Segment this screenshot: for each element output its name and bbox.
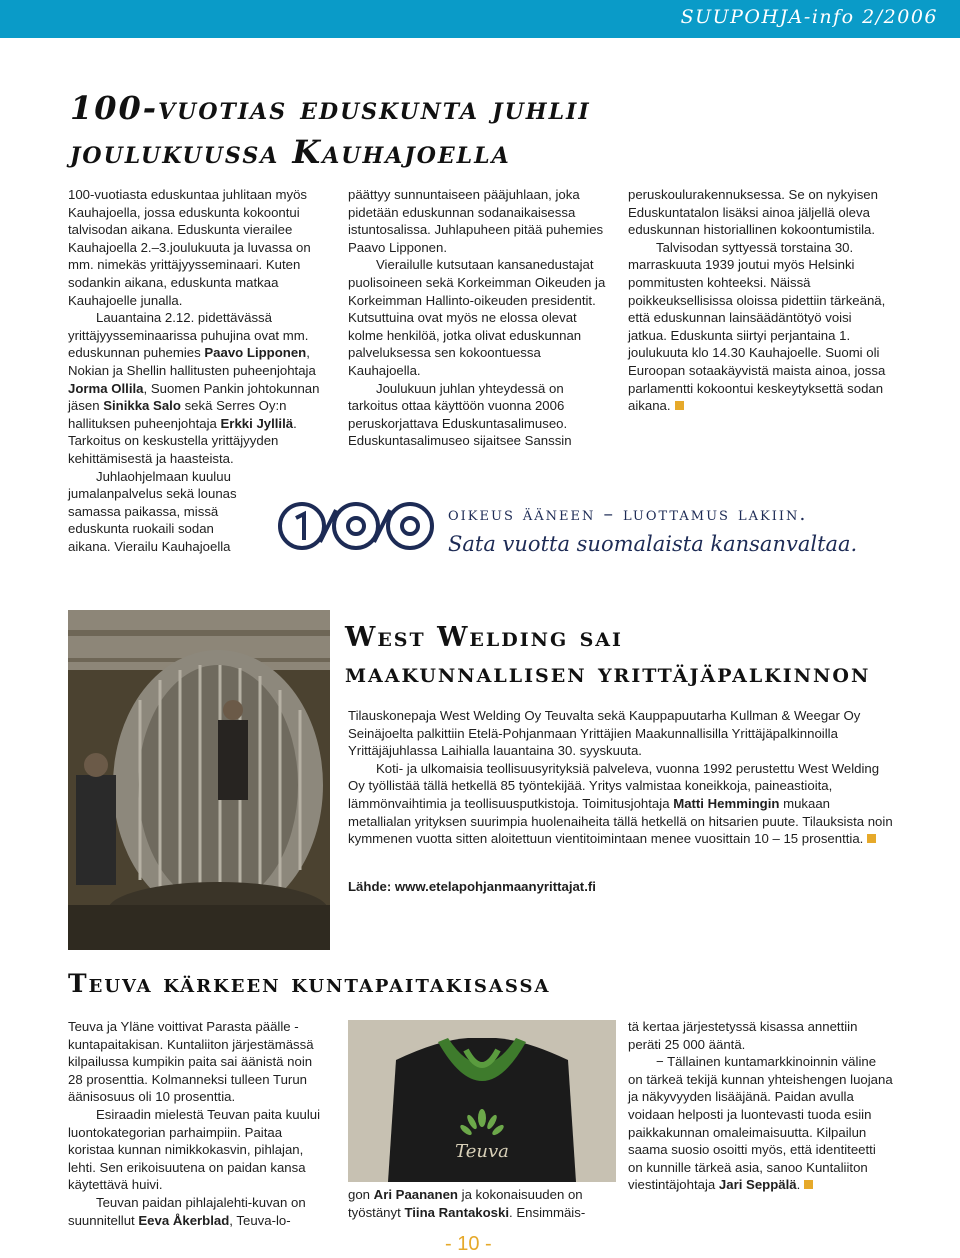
article3-col1 <box>68 1018 330 1229</box>
article1-para: peruskoulurakennuksessa. Se on nykyisen Eduskuntatalon lisäksi ainoa jäljellä oleva eduskunnan historiallinen kokoontumistila. <box>628 187 878 238</box>
article1-para: Lauantaina 2.12. pidettävässä yrittäjyysseminaarissa puhujina ovat mm. eduskunnan puhemies Paavo Lipponen, Nokian ja Shellin hallitusten puheenjohtaja Jorma Ollila, Suomen Pankin johtokunnan jäsen Sinikka Salo sekä Serres Oy:n hallituksen puheenjohtaja Erkki Jyllilä. Tarkoitus on keskustella yrittäjyyden kehittämisestä ja haasteista. <box>68 310 320 466</box>
centenary-logo-icon <box>276 500 436 552</box>
article1-col3 <box>628 186 890 415</box>
article1-title <box>70 86 591 174</box>
end-bullet-icon <box>867 834 876 843</box>
article3-para: Teuva ja Yläne voittivat Parasta päälle -kuntapaitakisan. Kuntaliiton järjestämässä kilpailussa kumpikin paita sai äänistä noin 28 prosenttia. Kolmanneksi tulleen Turun äänisosuus oli 10 prosenttia. <box>68 1019 314 1105</box>
article2-title-line2: maakunnallisen yrittäjäpalkinnon <box>345 658 871 689</box>
article2-body <box>348 707 893 848</box>
article3-col3 <box>628 1018 893 1194</box>
teuva-shirt-photo <box>348 1020 616 1182</box>
article3-para: gon Ari Paananen ja kokonaisuuden on työstänyt Tiina Rantakoski. Ensimmäis- <box>348 1187 586 1220</box>
article3-para: Teuvan paidan pihlajalehti-kuvan on suunnitellut Eeva Åkerblad, Teuva-lo- <box>68 1194 306 1228</box>
slogan-line1: oikeus ääneen – luottamus lakiin. <box>448 503 808 525</box>
article2-title <box>345 620 870 692</box>
welding-photo <box>68 610 330 950</box>
article1-para: päättyy sunnuntaiseen pääjuhlaan, joka pidetään eduskunnan sodanaikaisessa istuntosalissa. Juhlapuheen pitää puhemies Paavo Lipponen. <box>348 187 604 255</box>
article2-para: Koti- ja ulkomaisia teollisuusyrityksiä palveleva, vuonna 1992 perustettu West Welding Oy työllistää tällä hetkellä 85 työntekijää. Yritys valmistaa koneikkoja, paineastioita, lämmönvaihtimia ja teollisuusputkistoja. Toimitusjohtaja Matti Hemmingin mukaan metallialan yrityksen suurimpia huolenaiheita tällä hetkellä on hitsarien puute. Tilauksista noin kymmenen vuotta sitten aloitettuun vientitoimintaan menee vuosittain 10 – 15 prosenttia. <box>348 760 893 847</box>
article2-title-line1: West Welding sai <box>345 622 623 653</box>
article3-col2 <box>348 1186 616 1221</box>
article1-para: 100-vuotiasta eduskuntaa juhlitaan myös Kauhajoella, jossa eduskunta kokoontui talvisodan aikana. Eduskunta vierailee Kauhajoella 2.–3.joulukuuta ja luvassa on mm. nimekäs yrittäjyysseminaari. Kuten sodankin aikana, eduskunta matkaa Kauhajoelle junalla. <box>68 187 311 308</box>
end-bullet-icon <box>804 1180 813 1189</box>
magazine-header: SUUPOHJA-info 2/2006 <box>680 6 938 28</box>
shirt-text: Teuva <box>455 1141 509 1162</box>
article3-para: − Tällainen kuntamarkkinoinnin väline on tärkeä tekijä kunnan yhteishengen luojana ja näkyvyyden lisääjänä. Paidan avulla voidaan helposti ja luontevasti tuoda esiin paikkakunnan omaleimaisuutta. Kilpailun saama suosio osoitti myös, että identiteetti on kunnille tärkeä asia, sanoo Kuntaliiton viestintäjohtaja Jari Seppälä. <box>628 1054 893 1193</box>
article3-para: Esiraadin mielestä Teuvan paita kuului luontokategorian parhaimpiin. Paitaa koristaa kunnan nimikkokasvin, pihlajan, lehti. Sen erikoisuutena on paidan kansa käytettävä huivi. <box>68 1106 321 1193</box>
slogan-line2: Sata vuotta suomalaista kansanvaltaa. <box>448 532 858 556</box>
article1-para: Juhlaohjelmaan kuuluu jumalanpalvelus sekä lounas samassa paikassa, missä eduskunta ruokaili sodan aikana. Vierailu Kauhajoella <box>68 468 237 554</box>
article3-title: Teuva kärkeen kuntapaitakisassa <box>68 969 551 998</box>
end-bullet-icon <box>675 401 684 410</box>
article2-source: Lähde: www.etelapohjanmaanyrittajat.fi <box>348 879 596 894</box>
article1-para: Vierailulle kutsutaan kansanedustajat puolisoineen sekä Korkeimman Oikeuden ja Korkeimman Hallinto-oikeuden presidentit. Kutsuttuina ovat myös ne elossa olevat kolme henkilöä, jotka olivat eduskunnan palveluksessa sen kokoontuessa Kauhajoella. <box>348 257 606 378</box>
article2-para: Tilauskonepaja West Welding Oy Teuvalta sekä Kauppapuutarha Kullman & Weegar Oy Seinäjoelta palkittiin Etelä-Pohjanmaan Yrittäjien Maakunnallisilla Yrittäjäpalkinnoilla Yrittäjäjuhlassa Laihialla lauantaina 30. syyskuuta. <box>348 708 861 759</box>
article1-title-line1: 100-vuotias eduskunta juhlii <box>70 89 591 127</box>
article1-para: Joulukuun juhlan yhteydessä on tarkoitus ottaa käyttöön vuonna 2006 peruskorjattava Eduskuntasalimuseo. Eduskuntasalimuseo sijaitsee Sanssin <box>348 380 572 449</box>
page-number: - 10 - <box>445 1233 492 1255</box>
article1-para: Talvisodan syttyessä torstaina 30. marraskuuta 1939 joutui myös Helsinki pommitusten kohteeksi. Näissä poikkeuksellisissa oloissa pidettiin tärkeänä, että eduskunnan lainsäädäntötyö voisi jatkua. Eduskunta siirtyi perjantaina 1. joulukuuta klo 14.30 Kauhajoelle. Suomi oli Euroopan sotaakäyvistä maista ainoa, jossa parlamentti kokoontui keskeytyksettä sodan aikana. <box>628 239 886 414</box>
article1-col2 <box>348 186 610 450</box>
header-bar <box>0 0 960 38</box>
article1-title-line2: joulukuussa Kauhajoella <box>70 133 511 171</box>
article3-para: tä kertaa järjestetyssä kisassa annettiin peräti 25 000 ääntä. <box>628 1019 858 1052</box>
